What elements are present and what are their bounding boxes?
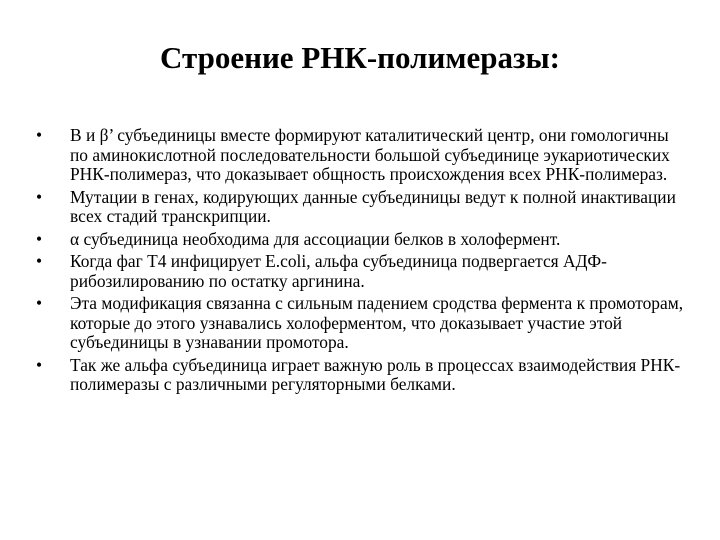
bullet-icon: • xyxy=(36,186,43,207)
bullet-item-1 xyxy=(36,126,686,185)
bullet-text: В и β’ субъединицы вместе формируют каталитический центр, они гомологичны по аминокислотной последовательности большой субъединице эукариотических РНК-полимераз, что доказывает общность происхождения всех РНК-полимераз. xyxy=(70,125,670,184)
bullet-item-6 xyxy=(36,356,686,395)
bullet-icon: • xyxy=(36,251,43,271)
bullet-item-2 xyxy=(36,188,686,227)
bullet-icon: • xyxy=(36,228,43,249)
bullet-text: Мутации в генах, кодирующих данные субъединицы ведут к полной инактивации всех стадий транскрипции. xyxy=(70,186,676,226)
bullet-list xyxy=(36,126,686,398)
bullet-text: α субъединица необходима для ассоциации белков в холофермент. xyxy=(70,228,561,249)
bullet-icon: • xyxy=(36,293,43,313)
bullet-text: Эта модификация связанна с сильным падением сродства фермента к промоторам, которые до этого узнавались холоферментом, что доказывает участие этой субъединицы в узнавании промотора. xyxy=(70,293,684,352)
slide-title: Строение РНК-полимеразы: xyxy=(160,40,560,75)
bullet-icon: • xyxy=(36,354,43,375)
bullet-text: Когда фаг Т4 инфицирует E.coli, альфа субъединица подвергается АДФ-рибозилированию по остатку аргинина. xyxy=(70,251,607,291)
bullet-text: Так же альфа субъединица играет важную роль в процессах взаимодействия РНК-полимеразы с различными регуляторными белками. xyxy=(70,354,681,394)
bullet-item-4 xyxy=(36,252,686,291)
bullet-item-3 xyxy=(36,230,686,250)
bullet-item-5 xyxy=(36,294,686,353)
bullet-icon: • xyxy=(36,125,43,145)
